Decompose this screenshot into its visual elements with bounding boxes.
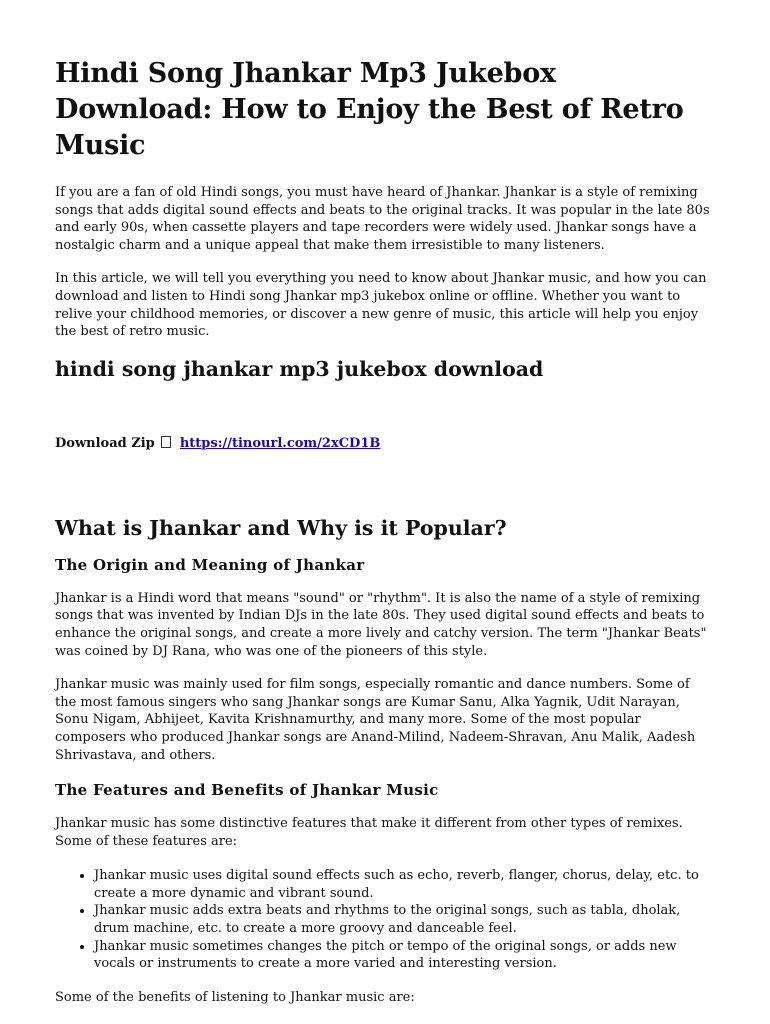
download-label: Download Zip <box>55 435 155 451</box>
origin-paragraph-1: Jhankar is a Hindi word that means "sound" or "rhythm". It is also the name of a style of remixing songs that was invented by Indian DJs in the late 80s. They used digital sound effects and beats to enhance the original songs, and create a more lively and catchy version. The term "Jhankar Beats" was coined by DJ Rana, who was one of the pioneers of this style. <box>55 590 707 659</box>
benefits-intro: Some of the benefits of listening to Jhankar music are: <box>55 989 415 1005</box>
features-intro: Jhankar music has some distinctive features that make it different from other types of remixes. Some of these features are: <box>55 816 683 849</box>
list-item: • Jhankar music uses digital sound effects such as echo, reverb, flanger, chorus, delay, etc. to create a more dynamic and vibrant sound. <box>94 867 714 902</box>
intro-paragraph-2: In this article, we will tell you everything you need to know about Jhankar music, and how you can download and listen to Hindi song Jhankar mp3 jukebox online or offline. Whether you want to relive your childhood memories, or discover a new genre of music, this article will help you enjoy the best of retro music. <box>55 271 707 340</box>
features-heading: The Features and Benefits of Jhankar Music <box>55 781 439 800</box>
list-item: • Jhankar music adds extra beats and rhythms to the original songs, such as tabla, dholak, drum machine, etc. to create a more groovy and danceable feel. <box>94 902 714 937</box>
download-link[interactable]: https://tinourl.com/2xCD1B <box>179 435 381 451</box>
features-list <box>55 867 714 973</box>
list-item: • Jhankar music sometimes changes the pitch or tempo of the original songs, or adds new vocals or instruments to create a more varied and interesting version. <box>94 938 714 973</box>
origin-heading: The Origin and Meaning of Jhankar <box>55 555 365 574</box>
article-title: Hindi Song Jhankar Mp3 Jukebox Download: How to Enjoy the Best of Retro Music <box>55 58 684 161</box>
missing-glyph-icon <box>161 436 171 448</box>
origin-paragraph-2: Jhankar music was mainly used for film songs, especially romantic and dance numbers. Some of the most famous singers who sang Jhankar songs are Kumar Sanu, Alka Yagnik, Udit Narayan, Sonu Nigam, Abhijeet, Kavita Krishnamurthy, and many more. Some of the most popular composers who produced Jhankar songs are Anand-Milind, Nadeem-Shravan, Anu Malik, Aadesh Shrivastava, and others. <box>55 677 696 763</box>
intro-paragraph-1: If you are a fan of old Hindi songs, you must have heard of Jhankar. Jhankar is a style of remixing songs that adds digital sound effects and beats to the original tracks. It was popular in the late 80s and early 90s, when cassette players and tape recorders were widely used. Jhankar songs have a nostalgic charm and a unique appeal that make them irresistible to many listeners. <box>55 185 710 253</box>
section-heading: What is Jhankar and Why is it Popular? <box>55 515 507 540</box>
download-line <box>55 435 714 452</box>
keyword-heading: hindi song jhankar mp3 jukebox download <box>55 356 544 381</box>
